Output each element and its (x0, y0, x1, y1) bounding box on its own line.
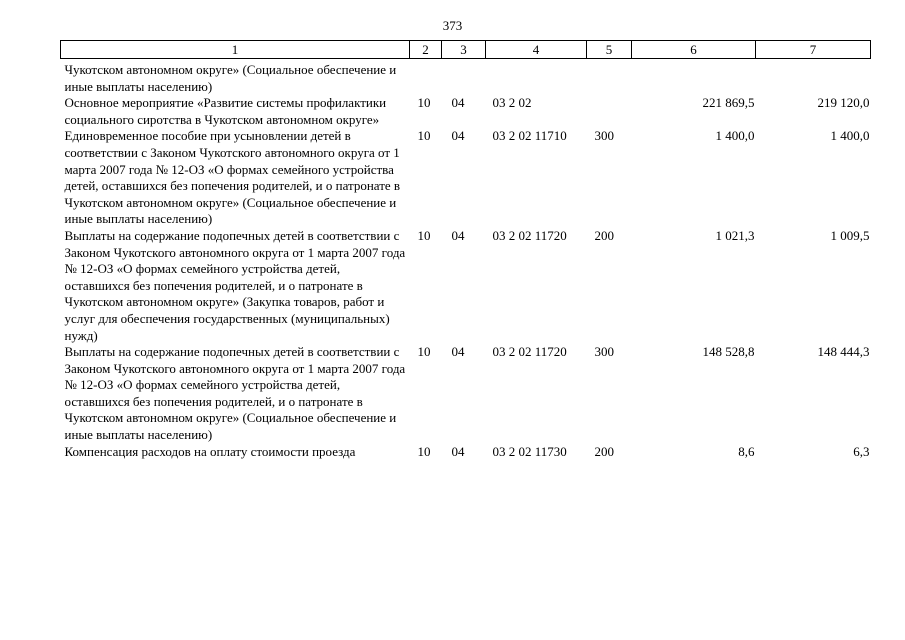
table-header-row (61, 41, 871, 59)
table-row (61, 128, 871, 228)
row-target-article: 03 2 02 11720 (492, 344, 567, 360)
row-expense-type (587, 59, 632, 96)
column-header-7: 7 (756, 41, 871, 59)
column-header-1: 1 (61, 41, 410, 59)
row-section: 10 (417, 443, 431, 459)
row-amount-2: 1 009,5 (830, 227, 870, 243)
row-subsection: 04 (451, 443, 465, 459)
row-section: 10 (417, 128, 431, 144)
row-name: Основное мероприятие «Развитие системы профилактики социального сиротства в Чукотском автономном округе» (64, 95, 387, 127)
column-header-6: 6 (632, 41, 756, 59)
row-expense-type: 300 (594, 128, 614, 144)
table-row (61, 344, 871, 444)
row-expense-type: 300 (594, 344, 614, 360)
row-expense-type: 200 (594, 443, 614, 459)
row-target-article: 03 2 02 (492, 95, 532, 111)
table-row (61, 95, 871, 128)
row-section: 10 (417, 227, 431, 243)
row-expense-type (587, 95, 632, 128)
row-amount-1: 1 400,0 (715, 128, 755, 144)
row-name: Выплаты на содержание подопечных детей в соответствии с Законом Чукотского автономного округа от 1 марта 2007 года № 12-ОЗ «О формах семейного устройства детей, оставшихся без попечения родителей, и о патронате в Чукотском автономном округе» (Социальное обеспечение и иные выплаты населению) (64, 344, 406, 443)
row-amount-1: 8,6 (738, 443, 755, 459)
row-section: 10 (417, 95, 431, 111)
column-header-5: 5 (587, 41, 632, 59)
row-amount-2: 148 444,3 (817, 344, 870, 360)
row-amount-1 (632, 59, 756, 96)
row-expense-type: 200 (594, 227, 614, 243)
row-subsection: 04 (451, 227, 465, 243)
row-amount-2 (756, 59, 871, 96)
row-amount-1: 221 869,5 (702, 95, 755, 111)
column-header-3: 3 (442, 41, 486, 59)
row-subsection: 04 (451, 128, 465, 144)
row-target-article: 03 2 02 11730 (492, 443, 567, 459)
row-amount-2: 219 120,0 (817, 95, 870, 111)
row-amount-2: 1 400,0 (830, 128, 870, 144)
row-section: 10 (417, 344, 431, 360)
row-section (410, 59, 442, 96)
row-target-article: 03 2 02 11710 (492, 128, 567, 144)
row-name: Компенсация расходов на оплату стоимости проезда (64, 443, 356, 459)
table-row (61, 444, 871, 461)
row-amount-1: 148 528,8 (702, 344, 755, 360)
page-number: 373 (442, 18, 463, 33)
row-target-article (486, 59, 587, 96)
row-target-article: 03 2 02 11720 (492, 227, 567, 243)
column-header-4: 4 (486, 41, 587, 59)
table-row (61, 228, 871, 344)
budget-table (60, 40, 871, 460)
row-subsection (442, 59, 486, 96)
row-subsection: 04 (451, 344, 465, 360)
row-name: Единовременное пособие при усыновлении детей в соответствии с Законом Чукотского автономного округа от 1 марта 2007 года № 12-ОЗ «О формах семейного устройства детей, оставшихся без попечения родителей, и о патронате в Чукотском автономном округе» (Социальное обеспечение и иные выплаты населению) (64, 128, 401, 227)
table-row (61, 59, 871, 96)
row-amount-2: 6,3 (853, 443, 870, 459)
row-name: Чукотском автономном округе» (Социальное обеспечение и иные выплаты населению) (64, 62, 397, 94)
row-name: Выплаты на содержание подопечных детей в соответствии с Законом Чукотского автономного округа от 1 марта 2007 года № 12-ОЗ «О формах семейного устройства детей, оставшихся без попечения родителей, и о патронате в Чукотском автономном округе» (Закупка товаров, работ и услуг для обеспечения государственных (муниципальных) нужд) (64, 227, 406, 343)
row-amount-1: 1 021,3 (715, 227, 755, 243)
row-subsection: 04 (451, 95, 465, 111)
column-header-2: 2 (410, 41, 442, 59)
